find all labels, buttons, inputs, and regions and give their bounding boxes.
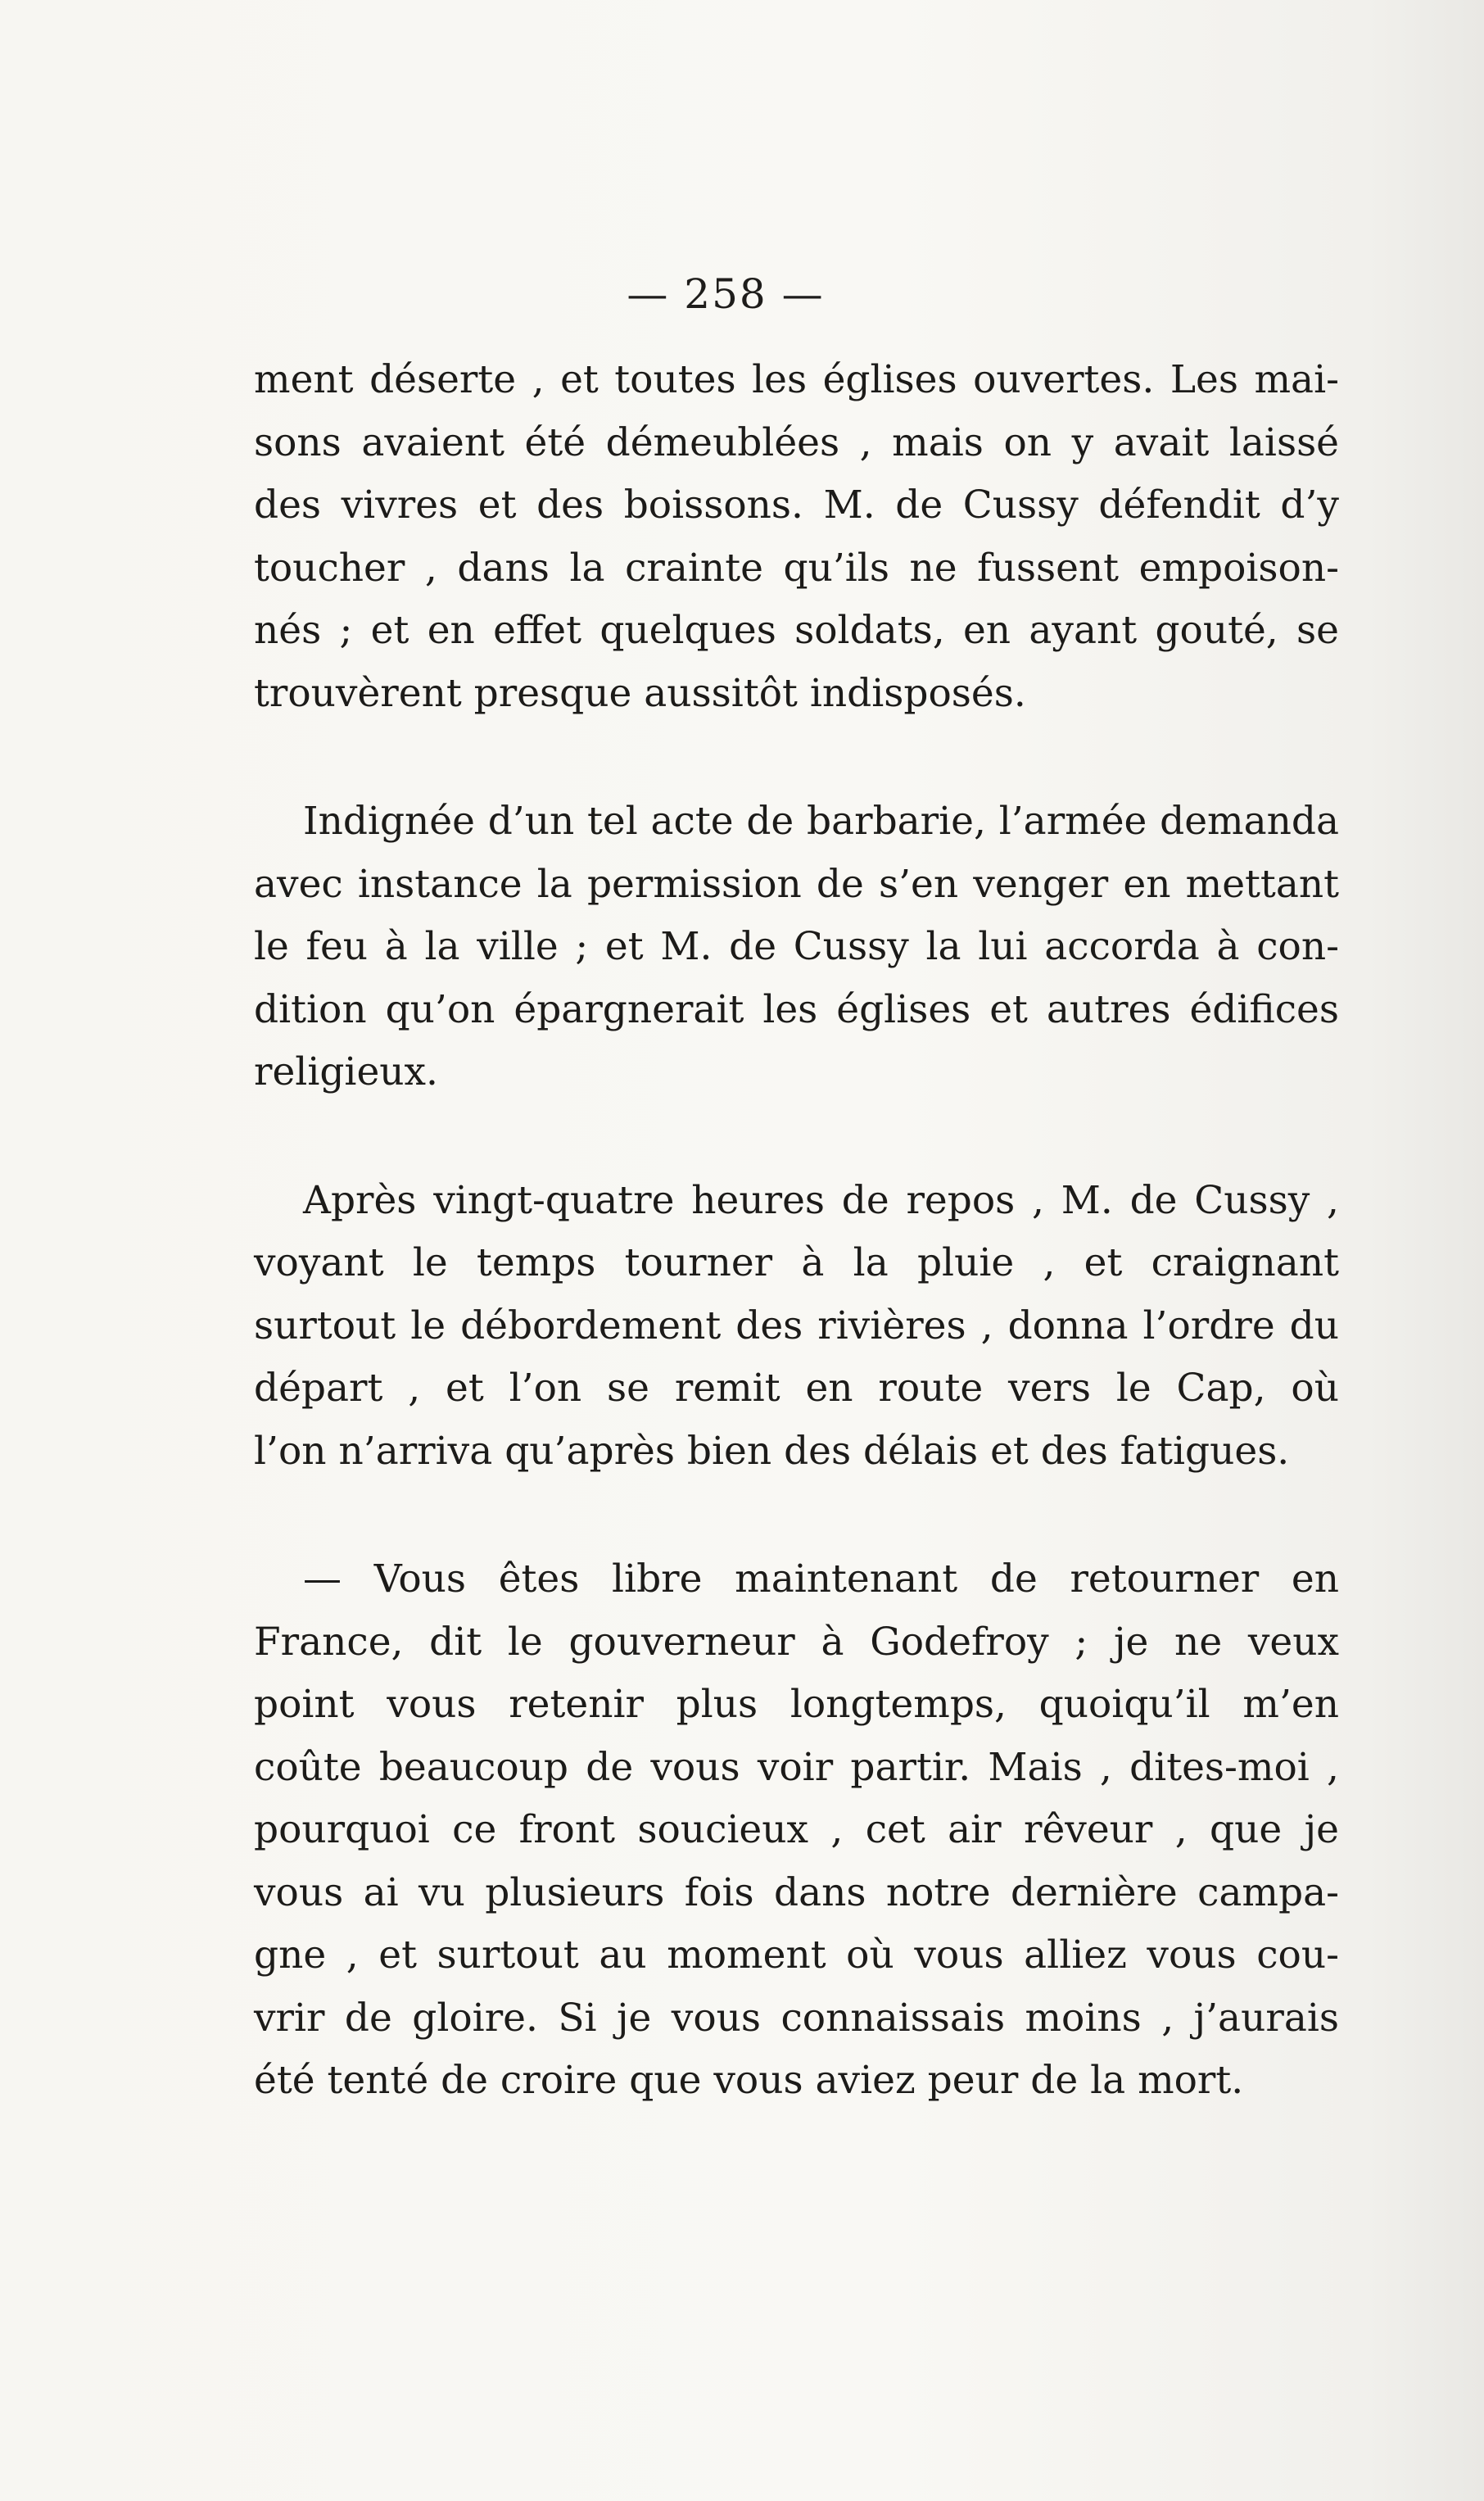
text-line: vrir de gloire. Si je vous connaissais moins , j’aurais [254,1995,1339,2041]
page-number: — 258 — [627,270,825,318]
text-line: dition qu’on épargnerait les églises et autres édifices [254,986,1339,1032]
text-line: toucher , dans la crainte qu’ils ne fussent empoison- [254,545,1339,591]
text-line: France, dit le gouverneur à Godefroy ; je ne veux [254,1619,1339,1665]
paragraph-4 [254,1548,1339,2113]
text-line: été tenté de croire que vous aviez peur de la mort. [254,2058,1244,2103]
text-line: avec instance la permission de s’en venger en mettant [254,861,1339,907]
text-line: gne , et surtout au moment où vous alliez vous cou- [254,1932,1339,1978]
text-line: sons avaient été démeublées , mais on y avait laissé [254,419,1339,465]
text-line: l’on n’arriva qu’après bien des délais et des fatigues. [254,1428,1290,1474]
text-line: le feu à la ville ; et M. de Cussy la lui accorda à con- [254,924,1339,969]
text-line: départ , et l’on se remit en route vers le Cap, où [254,1366,1339,1411]
paragraph-1 [254,349,1339,725]
text-line: Après vingt-quatre heures de repos , M. de Cussy , [303,1177,1339,1223]
text-line: pourquoi ce front soucieux , cet air rêveur , que je [254,1807,1339,1852]
text-line: — Vous êtes libre maintenant de retourner en [303,1556,1339,1602]
paragraph-3 [254,1170,1339,1484]
text-line: des vivres et des boissons. M. de Cussy défendit d’y [254,483,1339,528]
text-line: ment déserte , et toutes les églises ouvertes. Les mai- [254,357,1339,402]
text-line: trouvèrent presque aussitôt indisposés. [254,670,1026,716]
text-line: vous ai vu plusieurs fois dans notre dernière campa- [254,1869,1339,1915]
text-line: point vous retenir plus longtemps, quoiqu’il m’en [254,1682,1339,1727]
text-line: voyant le temps tourner à la pluie , et craignant [254,1240,1339,1285]
paragraph-2 [254,791,1339,1104]
body-text [254,349,1339,2113]
text-line: surtout le débordement des rivières , donna l’ordre du [254,1303,1339,1348]
text-line: Indignée d’un tel acte de barbarie, l’armée demanda [303,799,1339,844]
text-line: nés ; et en effet quelques soldats, en ayant gouté, se [254,608,1339,653]
text-line: coûte beaucoup de vous voir partir. Mais , dites-moi , [254,1744,1339,1790]
text-line: religieux. [254,1049,438,1094]
